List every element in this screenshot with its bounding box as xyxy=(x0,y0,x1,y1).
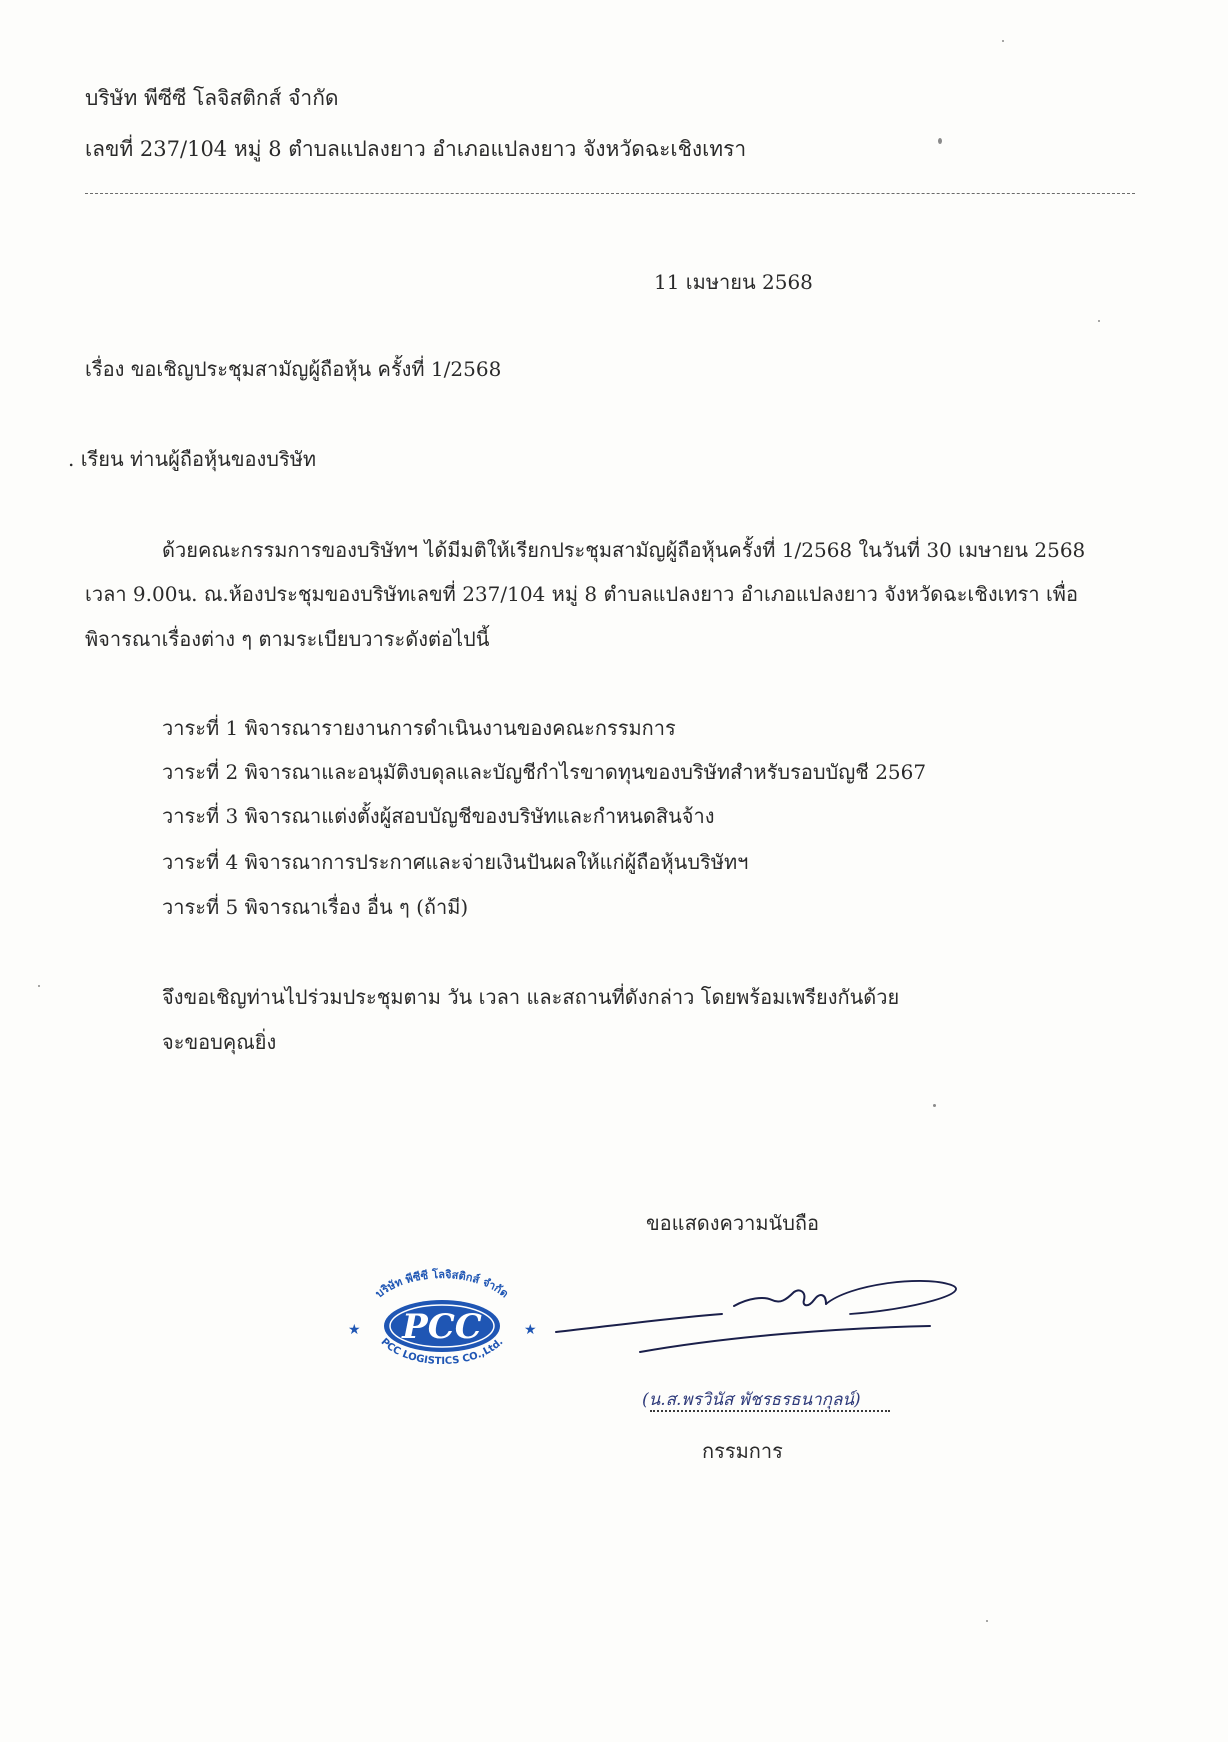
letter-subject: เรื่อง ขอเชิญประชุมสามัญผู้ถือหุ้น ครั้งที่ 1/2568 xyxy=(85,357,502,381)
agenda-item-4: วาระที่ 4 พิจารณาการประกาศและจ่ายเงินปันผลให้แก่ผู้ถือหุ้นบริษัทฯ xyxy=(162,850,749,874)
agenda-item-2: วาระที่ 2 พิจารณาและอนุมัติงบดุลและบัญชีกำไรขาดทุนของบริษัทสำหรับรอบบัญชี 2567 xyxy=(162,760,927,784)
company-seal xyxy=(336,1262,548,1382)
body-line: เวลา 9.00น. ณ.ห้องประชุมของบริษัทเลขที่ 237/104 หมู่ 8 ตำบลแปลงยาว อำเภอแปลงยาว จังหวัดฉะเชิงเทรา เพื่อ xyxy=(85,582,1078,606)
company-address: เลขที่ 237/104 หมู่ 8 ตำบลแปลงยาว อำเภอแปลงยาว จังหวัดฉะเชิงเทรา xyxy=(85,137,747,161)
svg-text:บริษัท พีซีซี โลจิสติกส์ จำกัด xyxy=(373,1267,511,1300)
seal-monogram: PCC xyxy=(402,1307,482,1347)
signer-name: (น.ส.พรวินัส พัชรธรธนากุลน์) xyxy=(642,1390,861,1410)
signature-drawing xyxy=(550,1270,970,1370)
star-icon: ★ xyxy=(524,1322,537,1338)
star-icon: ★ xyxy=(348,1322,361,1338)
closing-line: จะขอบคุณยิ่ง xyxy=(162,1030,277,1054)
scan-speck xyxy=(38,985,40,987)
scan-speck xyxy=(1002,40,1004,42)
seal-bottom-text: PCC LOGISTICS CO.,Ltd. xyxy=(378,1336,506,1368)
closing-line: จึงขอเชิญท่านไปร่วมประชุมตาม วัน เวลา และสถานที่ดังกล่าว โดยพร้อมเพรียงกันด้วย xyxy=(162,985,900,1009)
body-line: พิจารณาเรื่องต่าง ๆ ตามระเบียบวาระดังต่อไปนี้ xyxy=(85,627,490,651)
scan-speck xyxy=(986,1620,988,1622)
header-divider xyxy=(85,193,1135,194)
regards-text: ขอแสดงความนับถือ xyxy=(646,1211,820,1235)
body-line: ด้วยคณะกรรมการของบริษัทฯ ได้มีมติให้เรียกประชุมสามัญผู้ถือหุ้นครั้งที่ 1/2568 ในวันที่ 30 เมษายน 2568 xyxy=(162,538,1086,562)
agenda-item-3: วาระที่ 3 พิจารณาแต่งตั้งผู้สอบบัญชีของบริษัทและกำหนดสินจ้าง xyxy=(162,804,715,828)
letter-salutation: . เรียน ท่านผู้ถือหุ้นของบริษัท xyxy=(68,447,317,471)
scan-speck xyxy=(938,138,942,144)
signer-position: กรรมการ xyxy=(702,1439,783,1463)
company-name: บริษัท พีซีซี โลจิสติกส์ จำกัด xyxy=(85,86,339,110)
seal-top-text: บริษัท พีซีซี โลจิสติกส์ จำกัด xyxy=(373,1268,511,1301)
agenda-item-5: วาระที่ 5 พิจารณาเรื่อง อื่น ๆ (ถ้ามี) xyxy=(162,895,469,919)
scan-speck xyxy=(1098,320,1100,322)
agenda-item-1: วาระที่ 1 พิจารณารายงานการดำเนินงานของคณะกรรมการ xyxy=(162,716,676,740)
scan-speck xyxy=(933,1104,936,1107)
name-dotted-line xyxy=(650,1410,890,1412)
letter-date: 11 เมษายน 2568 xyxy=(654,270,813,294)
